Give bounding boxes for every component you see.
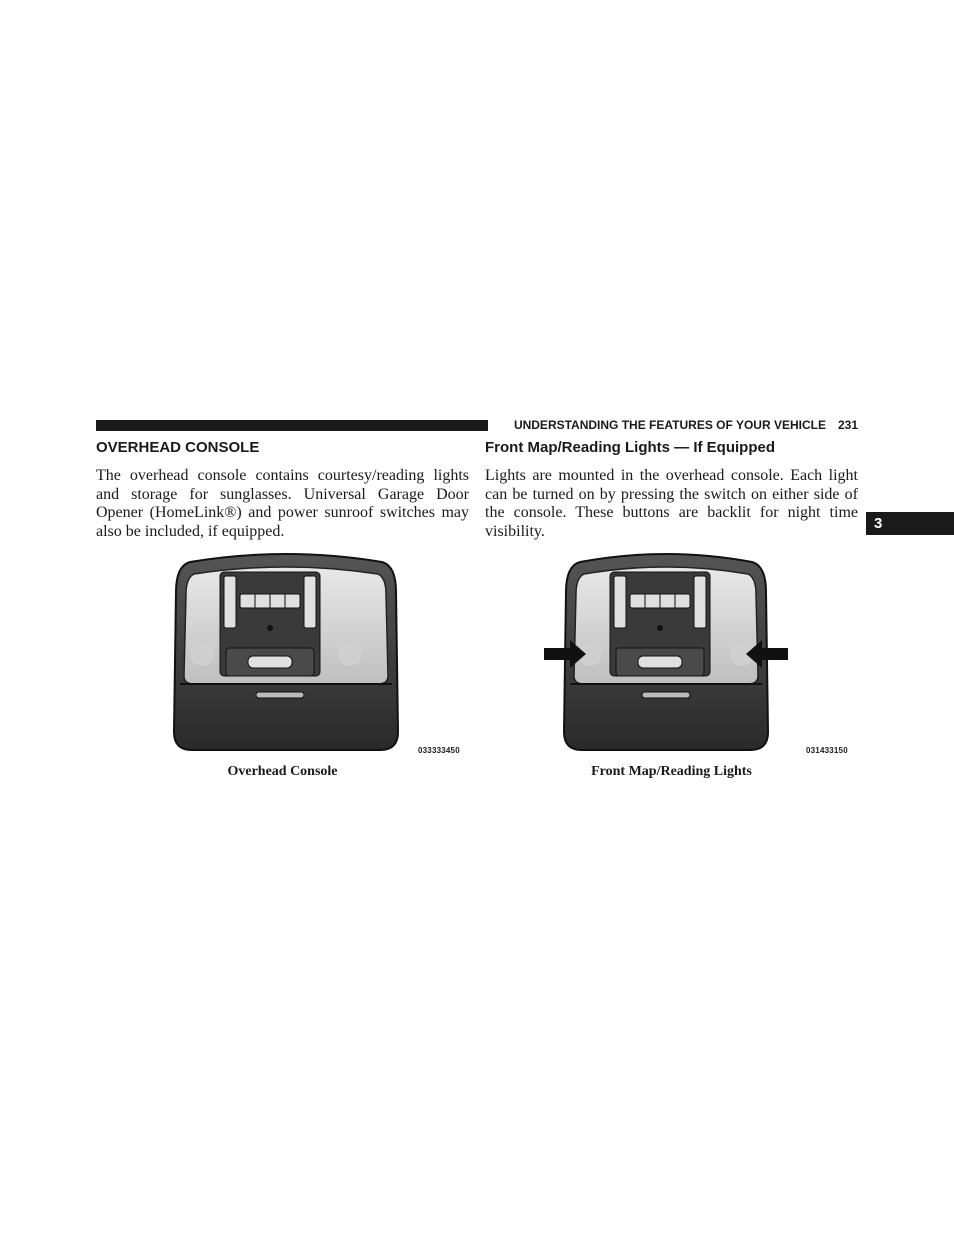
reading-lights-figure bbox=[544, 552, 848, 755]
figure-code: 033333450 bbox=[418, 746, 460, 755]
reading-lights-illustration bbox=[544, 552, 788, 754]
overhead-console-illustration bbox=[170, 552, 402, 754]
overhead-console-figure bbox=[170, 552, 460, 755]
header-rule bbox=[96, 420, 488, 431]
figure-caption: Overhead Console bbox=[227, 764, 338, 779]
section-body: Lights are mounted in the overhead console. Each light can be turned on by pressing the switch on either side of the console. These buttons are backlit for night time visibility. bbox=[485, 467, 858, 540]
reading-lights-section bbox=[485, 437, 858, 541]
chapter-tab: 3 bbox=[866, 512, 954, 535]
overhead-console-section bbox=[96, 437, 469, 541]
running-header bbox=[498, 417, 858, 433]
section-body: The overhead console contains courtesy/reading lights and storage for sunglasses. Universal Garage Door Opener (HomeLink®) and power sunroof switches may also be included, if equipped. bbox=[96, 467, 469, 540]
section-title: UNDERSTANDING THE FEATURES OF YOUR VEHICLE bbox=[513, 418, 826, 432]
section-heading: Front Map/Reading Lights — If Equipped bbox=[485, 439, 775, 456]
figure-caption: Front Map/Reading Lights bbox=[591, 764, 752, 779]
page-number: 231 bbox=[837, 418, 858, 432]
figure-code: 031433150 bbox=[806, 746, 848, 755]
section-heading: OVERHEAD CONSOLE bbox=[96, 439, 260, 456]
